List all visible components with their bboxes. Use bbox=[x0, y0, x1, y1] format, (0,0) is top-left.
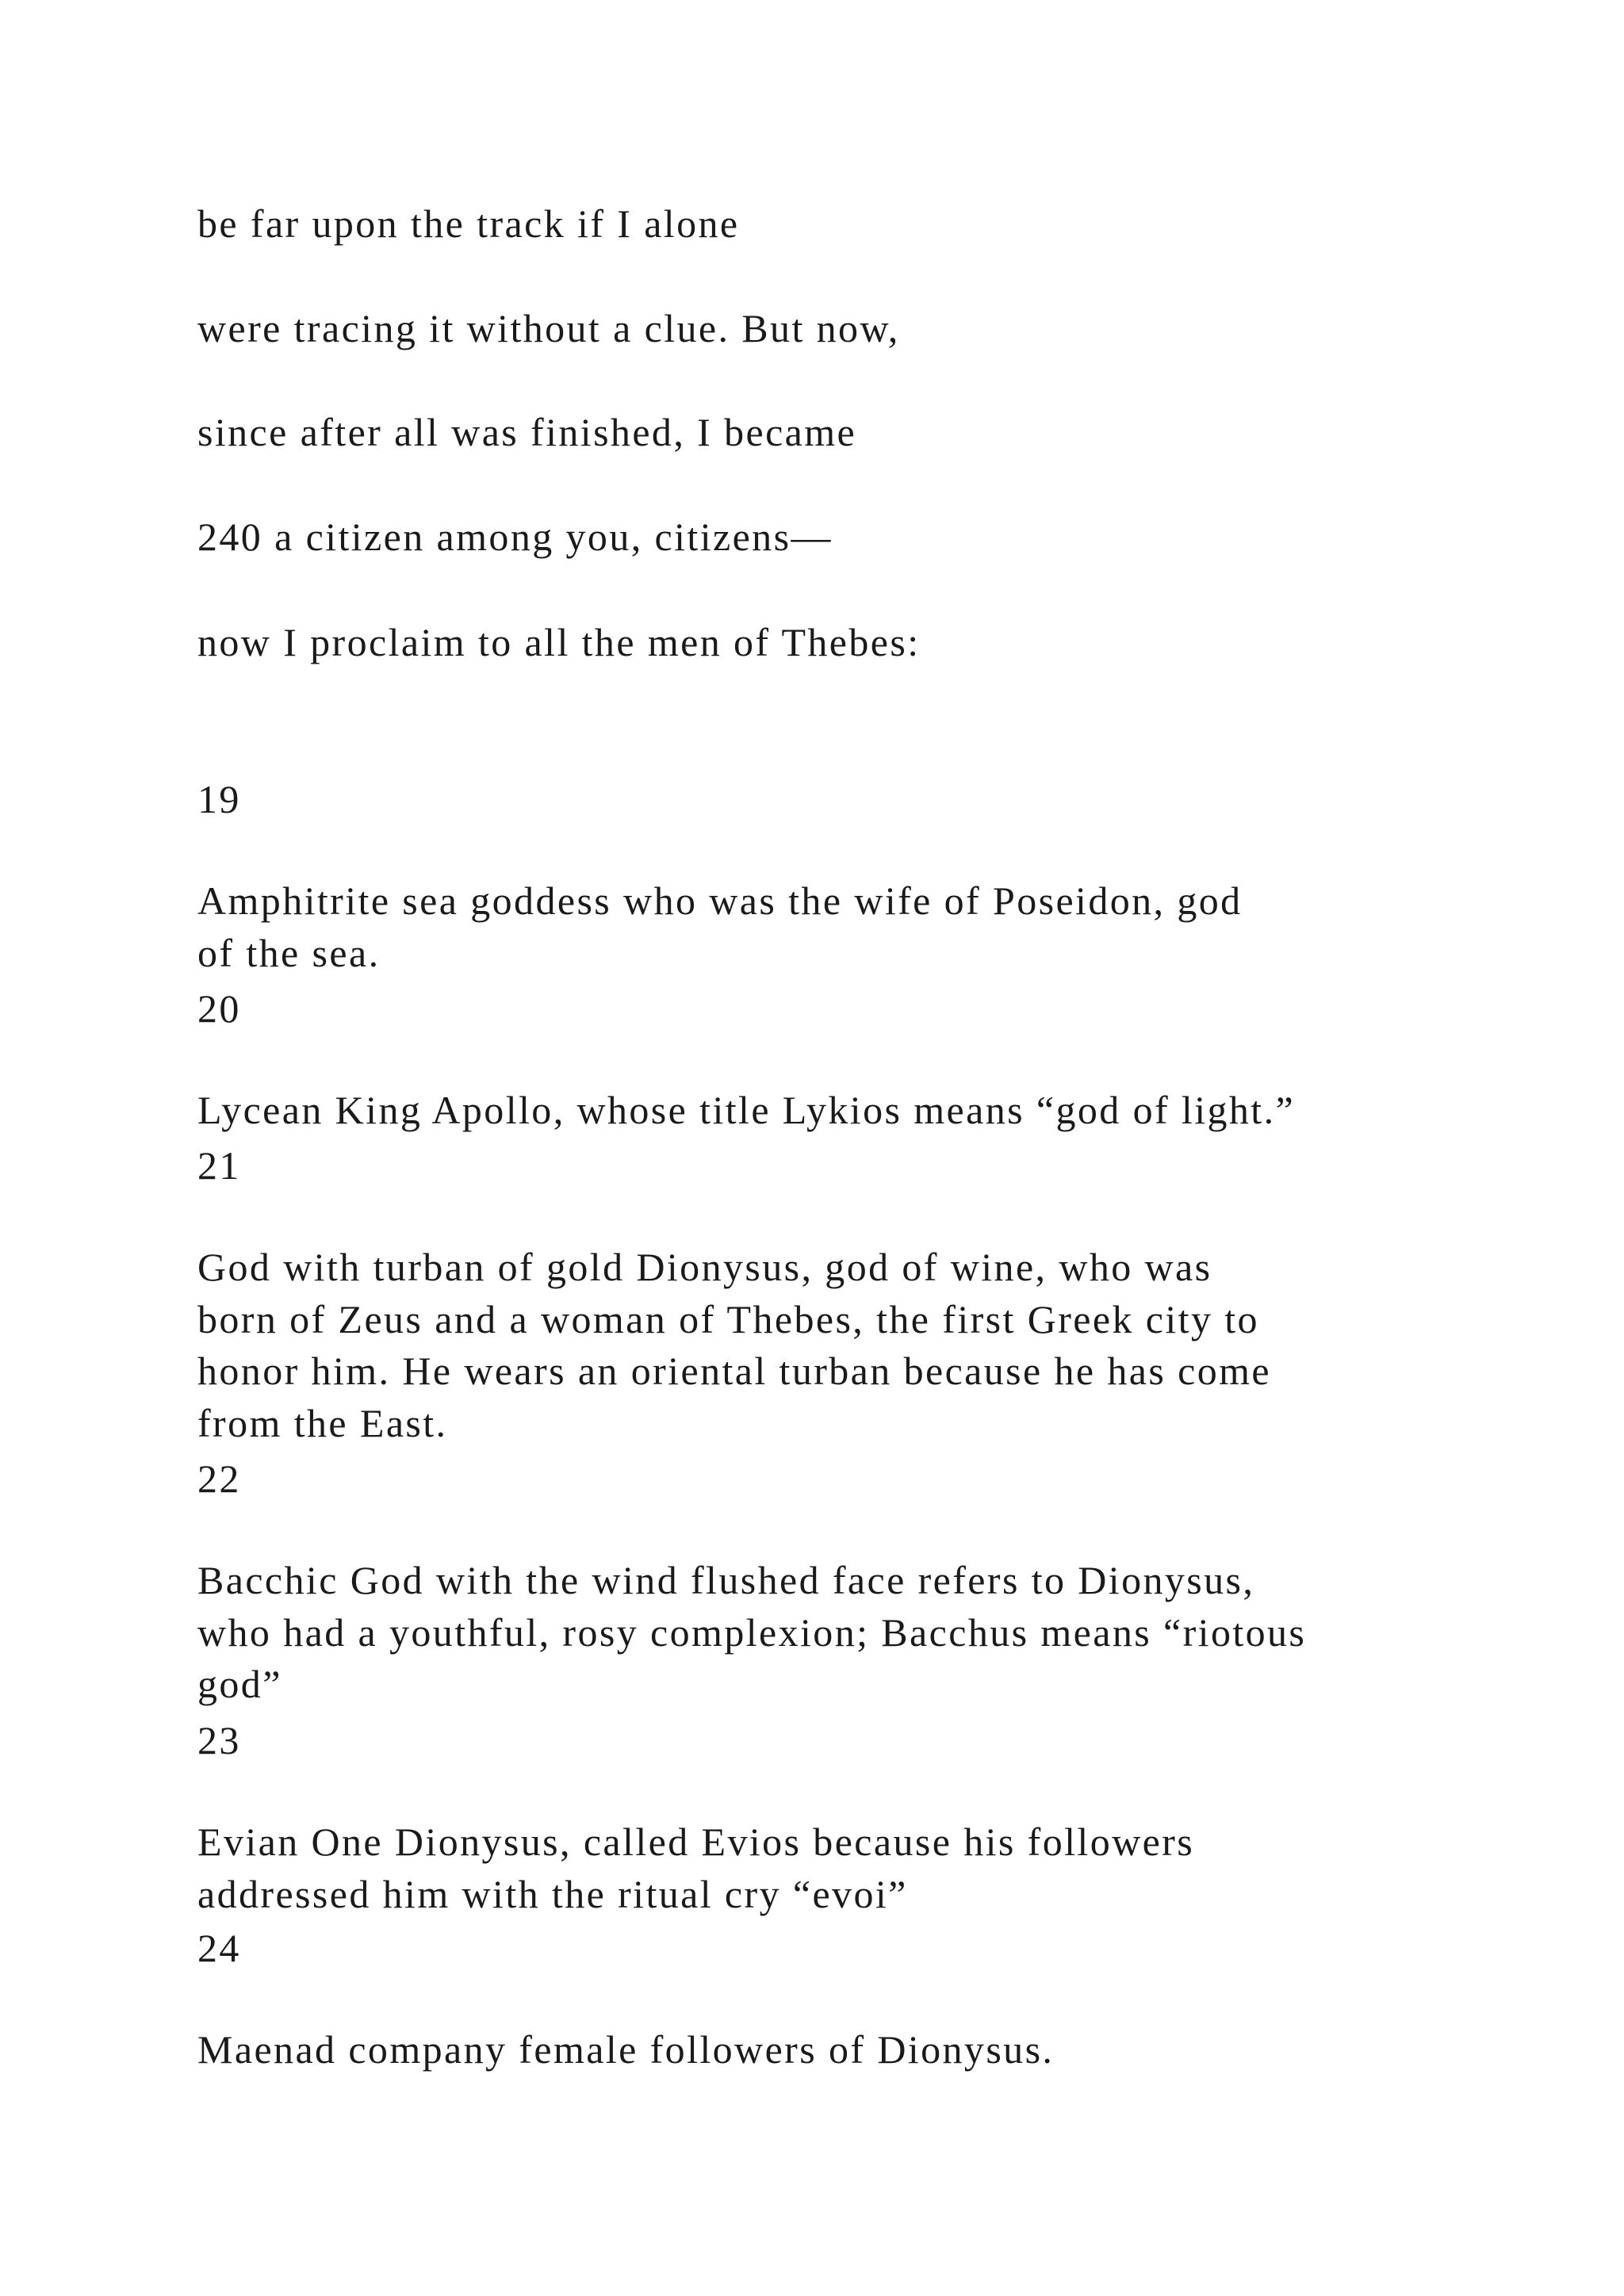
footnote-text: Bacchic God with the wind flushed face refers to Dionysus, who had a youthful, rosy complexion; Bacchus means “riotous god” bbox=[197, 1558, 1307, 1706]
verse-line: 240 a citizen among you, citizens— bbox=[197, 515, 833, 559]
verse-line: since after all was finished, I became bbox=[197, 410, 857, 454]
footnote-number: 20 bbox=[197, 986, 241, 1031]
footnote-number: 24 bbox=[197, 1926, 241, 1970]
footnote-number: 21 bbox=[197, 1143, 241, 1188]
footnote-number: 23 bbox=[197, 1718, 241, 1762]
verse-line: were tracing it without a clue. But now, bbox=[197, 306, 900, 350]
footnote-text: God with turban of gold Dionysus, god of wine, who was born of Zeus and a woman of Thebes, the first Greek city to honor him. He wears an oriental turban because he has come from the East. bbox=[197, 1245, 1272, 1445]
footnote-text: Amphitrite sea goddess who was the wife of Poseidon, god of the sea. bbox=[197, 878, 1243, 975]
footnote-number: 19 bbox=[197, 777, 241, 821]
footnote-text: Lycean King Apollo, whose title Lykios means “god of light.” bbox=[197, 1088, 1296, 1132]
footnote-number: 22 bbox=[197, 1456, 241, 1501]
verse-line: now I proclaim to all the men of Thebes: bbox=[197, 620, 921, 664]
footnote-text: Maenad company female followers of Dionysus. bbox=[197, 2027, 1055, 2072]
verse-line: be far upon the track if I alone bbox=[197, 201, 740, 246]
footnote-text: Evian One Dionysus, called Evios because his followers addressed him with the ritual cry “evoi” bbox=[197, 1820, 1195, 1916]
